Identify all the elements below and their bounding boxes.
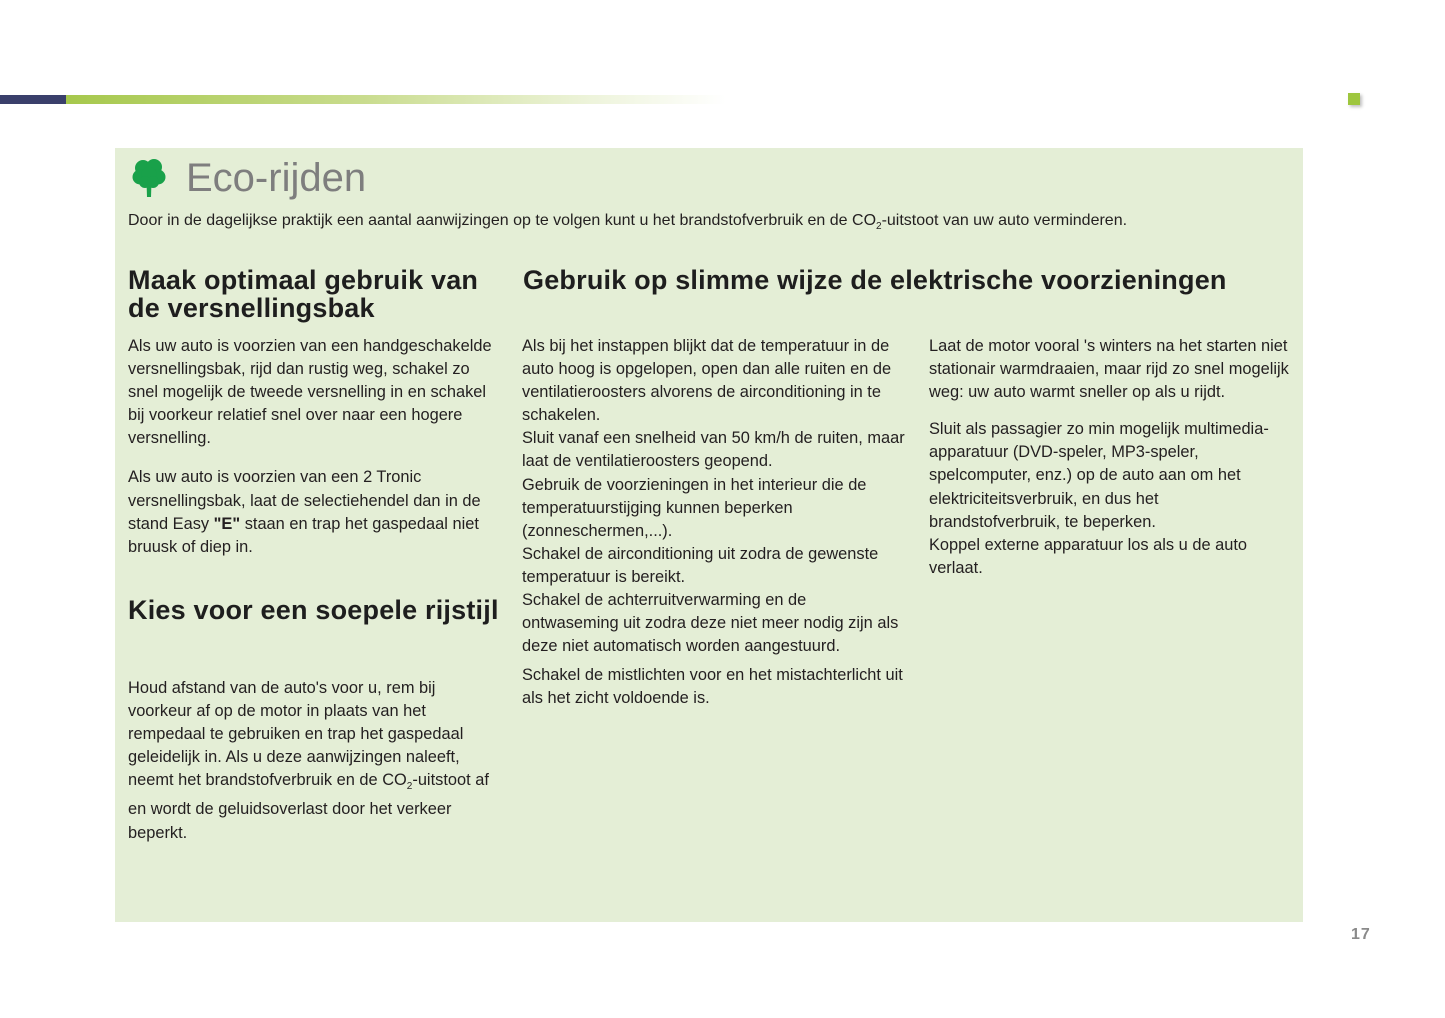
title-row: [132, 152, 366, 204]
intro-text: Door in de dagelijkse praktijk een aantal aanwijzingen op te volgen kunt u het brandstofverbruik en de $CO_2$-uitstoot van uw auto verminderen.: [128, 212, 1128, 232]
electrical-paragraph: Als bij het instappen blijkt dat de temperatuur in de auto hoog is opgelopen, open dan alle ruiten en de ventilatieroosters alvorens de airconditioning in te schakelen.: [522, 337, 892, 425]
gearbox-paragraph-1: Als uw auto is voorzien van een handgeschakelde versnellingsbak, rijd dan rustig weg, schakel zo snel mogelijk de tweede versnelling in en schakel bij voorkeur relatief snel over naar een hogere versnelling.: [128, 337, 492, 448]
electrical-column-2: [929, 335, 1294, 580]
electrical-heading: Gebruik op slimme wijze de elektrische voorzieningen: [523, 265, 1227, 295]
electrical-paragraph: Sluit als passagier zo min mogelijk multimedia-apparatuur (DVD-speler, MP3-speler, spelcomputer, enz.) op de auto aan om het elektriciteitsverbruik, en dus het brandstofverbruik, te beperken.: [929, 420, 1269, 531]
header-bar-dark: [0, 95, 66, 104]
electrical-paragraph: Schakel de mistlichten voor en het mistachterlicht uit als het zicht voldoende is.: [522, 666, 903, 708]
page-title: Eco-rijden: [186, 156, 367, 200]
electrical-paragraph: Sluit vanaf een snelheid van 50 km/h de ruiten, maar laat de ventilatieroosters geopend.: [522, 429, 905, 471]
page-number: 17: [1351, 926, 1371, 943]
gearbox-paragraph-2: Als uw auto is voorzien van een 2 Tronic versnellingsbak, laat de selectiehendel dan in de stand Easy "E" staan en trap het gaspedaal niet bruusk of diep in.: [128, 468, 481, 556]
electrical-paragraph: Schakel de achterruitverwarming en de ontwaseming uit zodra deze niet meer nodig zijn als deze niet automatisch worden aangestuurd.: [522, 591, 899, 656]
gearbox-heading: Maak optimaal gebruik van de versnellingsbak: [128, 265, 479, 323]
electrical-paragraph: Schakel de airconditioning uit zodra de gewenste temperatuur is bereikt.: [522, 544, 879, 586]
driving-style-heading: Kies voor een soepele rijstijl: [128, 595, 499, 625]
driving-style-section: [128, 677, 503, 845]
electrical-paragraph: Gebruik de voorzieningen in het interieur die de temperatuurstijging kunnen beperken (zonneschermen,...).: [522, 475, 867, 540]
electrical-column-1: [522, 335, 907, 711]
driving-style-paragraph: Houd afstand van de auto's voor u, rem bij voorkeur af op de motor in plaats van het rempedaal te gebruiken en trap het gaspedaal geleidelijk in. Als u deze aanwijzingen naleeft, neemt het brandstofverbruik en de $CO_2$-uitstoot af en wordt de geluidsoverlast door het verkeer beperkt.: [128, 679, 489, 842]
electrical-paragraph: Koppel externe apparatuur los als u de auto verlaat.: [929, 535, 1248, 577]
tree-icon: [132, 158, 166, 198]
header-bar-gradient: [66, 95, 726, 104]
gearbox-section: [128, 335, 503, 559]
corner-marker: [1348, 93, 1360, 105]
electrical-paragraph: Laat de motor vooral 's winters na het starten niet stationair warmdraaien, maar rijd zo snel mogelijk weg: uw auto warmt sneller op als u rijdt.: [929, 337, 1289, 402]
